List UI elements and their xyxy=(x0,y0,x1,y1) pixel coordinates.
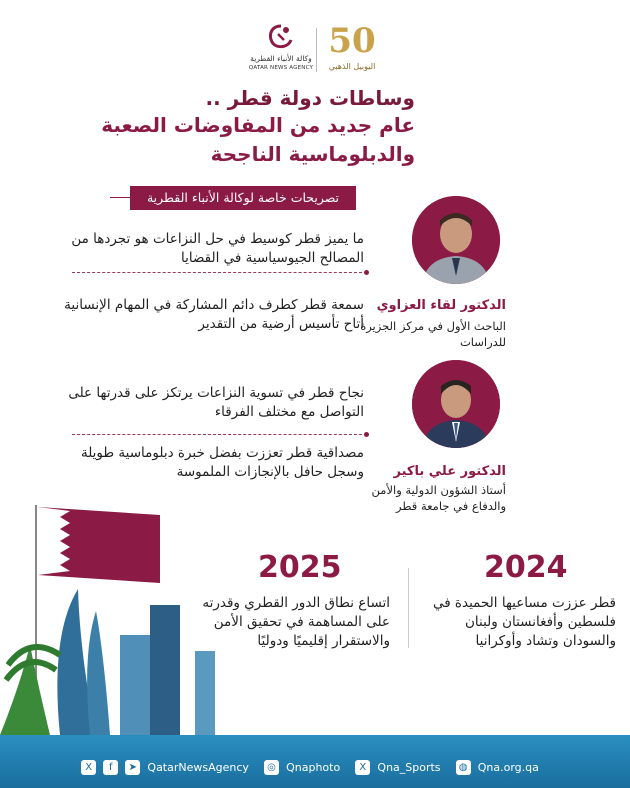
x-icon[interactable]: X xyxy=(355,760,370,775)
person-icon xyxy=(412,360,500,448)
instagram-icon[interactable]: ◎ xyxy=(264,760,279,775)
facebook-icon[interactable]: f xyxy=(103,760,118,775)
separator-dot xyxy=(364,432,369,437)
jubilee-number: 50 xyxy=(328,21,376,61)
year-2025: 2025 xyxy=(258,550,342,585)
quote-3: نجاح قطر في تسوية النزاعات يرتكز على قدرتها على التواصل مع مختلف الفرقاء xyxy=(68,385,364,420)
quote-4: مصداقية قطر تعززت بفضل خبرة دبلوماسية طويلة وسجل حافل بالإنجازات الملموسة xyxy=(80,445,364,480)
speaker-1-avatar xyxy=(412,196,500,284)
jubilee-caption: اليوبيل الذهبي xyxy=(328,62,376,71)
website-link[interactable]: Qna.org.qa xyxy=(477,760,539,774)
speaker-2-role: أستاذ الشؤون الدولية والأمن والدفاع في جامعة قطر xyxy=(371,483,506,513)
years-divider xyxy=(408,568,409,648)
speaker-1-role: الباحث الأول في مركز الجزيرة للدراسات xyxy=(360,319,506,349)
person-icon xyxy=(412,196,500,284)
speaker-1-name: الدكتور لقاء العزاوي xyxy=(376,298,506,313)
separator-dot xyxy=(364,270,369,275)
quote-1: ما يميز قطر كوسيط في حل النزاعات هو تجردها من المصالح الجيوسياسية في القضايا xyxy=(71,231,364,266)
year-2024-text: قطر عززت مساعيها الحميدة في فلسطين وأفغانستان ولبنان والسودان وتشاد وأوكرانيا xyxy=(432,595,616,649)
title-line-1: وساطات دولة قطر .. xyxy=(205,86,415,110)
handle-qatarnewsagency[interactable]: QatarNewsAgency xyxy=(147,760,249,774)
golden-jubilee-logo xyxy=(322,22,382,76)
qna-logo xyxy=(248,22,314,78)
title-line-3: والدبلوماسية الناجحة xyxy=(210,142,415,166)
logo-divider xyxy=(316,28,317,72)
qna-emblem-icon xyxy=(264,22,298,52)
year-2024: 2024 xyxy=(484,550,568,585)
speaker-2-avatar xyxy=(412,360,500,448)
section-banner: تصريحات خاصة لوكالة الأنباء القطرية xyxy=(130,186,356,210)
agency-name-en: QATAR NEWS AGENCY xyxy=(248,65,314,71)
banner-line xyxy=(110,197,130,198)
agency-name-ar: وكالة الأنباء القطرية xyxy=(250,54,312,63)
year-2025-text: اتساع نطاق الدور القطري وقدرته على المساهمة في تحقيق الأمن والاستقرار إقليميًا ودوليًا xyxy=(202,595,390,649)
speaker-2-name: الدكتور علي باكير xyxy=(393,464,506,479)
separator-line xyxy=(72,272,362,273)
handle-qna-sports[interactable]: Qna_Sports xyxy=(377,760,441,774)
quote-2: سمعة قطر كطرف دائم المشاركة في المهام الإنسانية أتاح تأسيس أرضية من التقدير xyxy=(64,297,364,332)
telegram-icon[interactable]: ➤ xyxy=(125,760,140,775)
separator-line xyxy=(72,434,362,435)
globe-icon[interactable]: ◍ xyxy=(456,760,471,775)
handle-qnaphoto[interactable]: Qnaphoto xyxy=(286,760,341,774)
footer-social-bar xyxy=(0,755,630,779)
x-icon[interactable]: X xyxy=(81,760,96,775)
title-line-2: عام جديد من المفاوضات الصعبة xyxy=(101,113,415,137)
